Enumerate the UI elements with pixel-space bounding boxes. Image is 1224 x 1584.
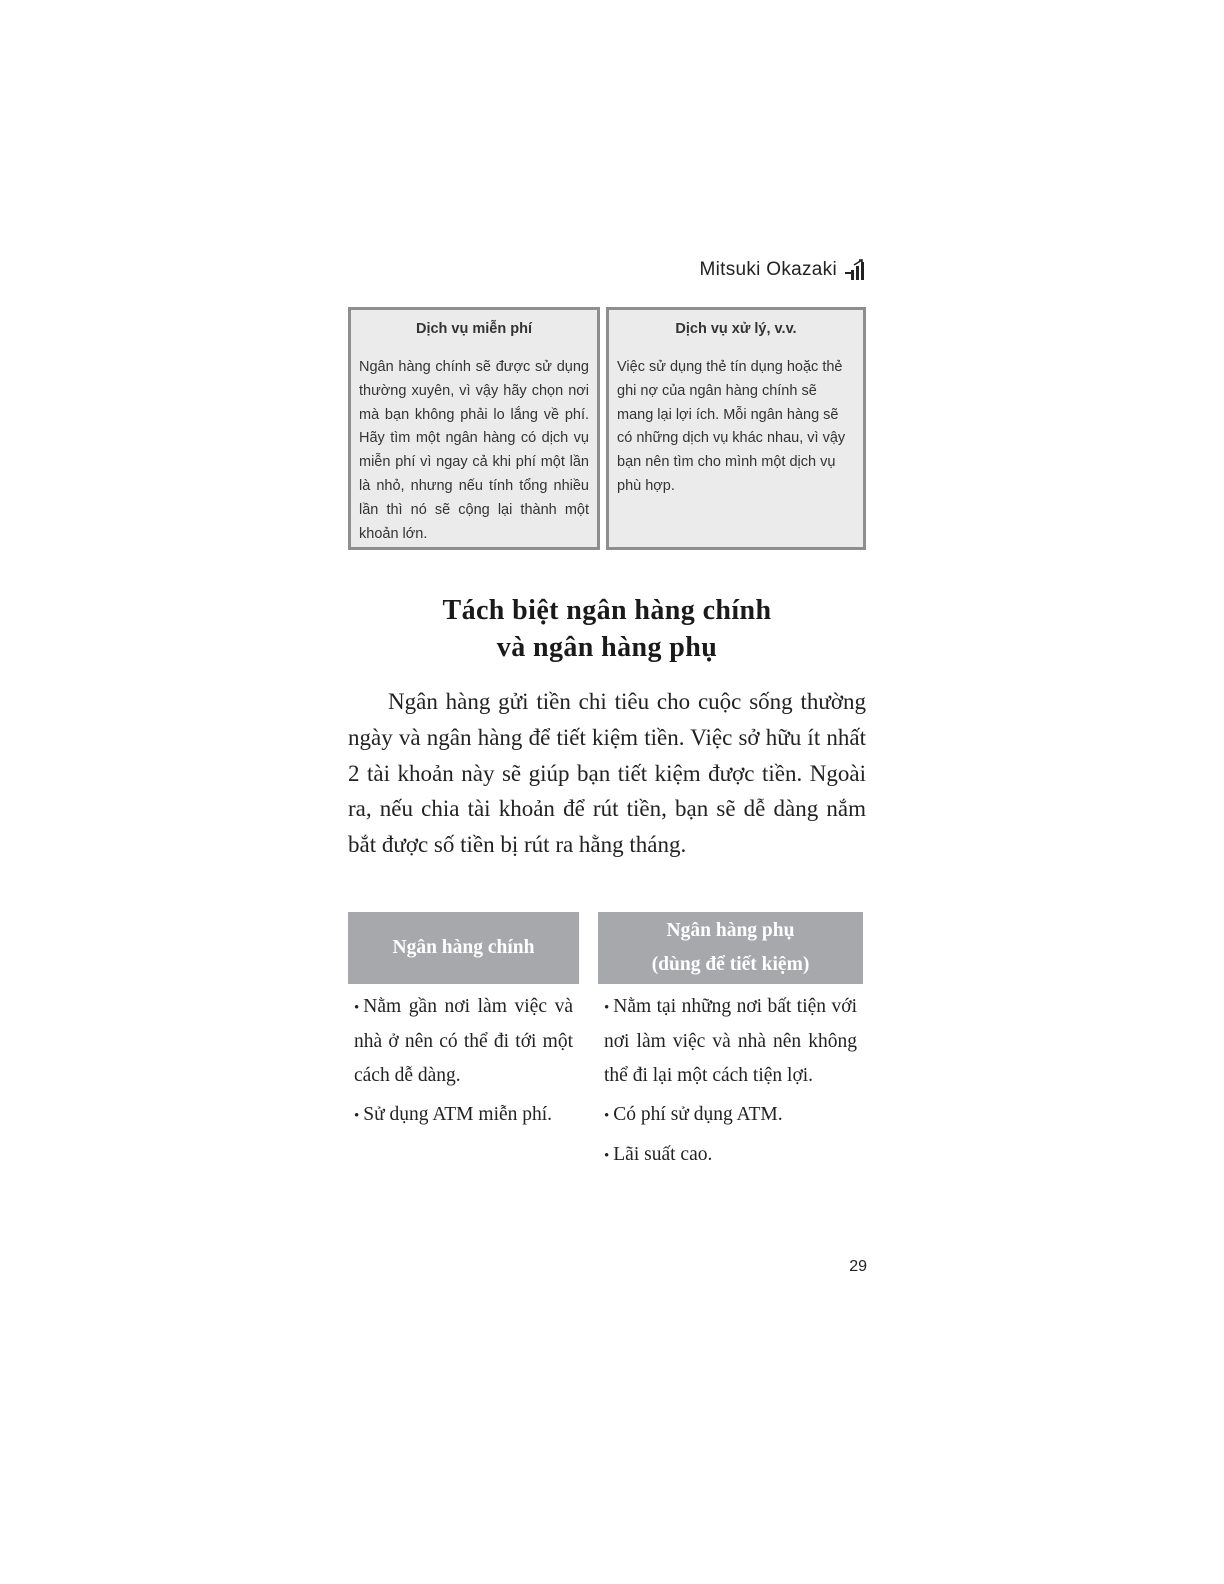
section-title-line: và ngân hàng phụ — [496, 632, 718, 663]
secondary-bank-column — [598, 912, 863, 1178]
main-bank-column — [348, 912, 579, 1138]
list-item-text: Nằm gần nơi làm việc và nhà ở nên có thể đi tới một cách dễ dàng. — [354, 996, 573, 1086]
info-box-processing-services — [606, 307, 866, 550]
page-number: 29 — [849, 1258, 867, 1275]
bullet-icon: • — [604, 1108, 610, 1124]
body-paragraph: Ngân hàng gửi tiền chi tiêu cho cuộc sống thường ngày và ngân hàng để tiết kiệm tiền. Việc sở hữu ít nhất 2 tài khoản này sẽ giúp bạn tiết kiệm được tiền. Ngoài ra, nếu chia tài khoản để rút tiền, bạn sẽ dễ dàng nắm bắt được số tiền bị rút ra hằng tháng. — [348, 689, 866, 858]
author-name: Mitsuki Okazaki — [699, 259, 837, 280]
bullet-icon: • — [354, 1108, 360, 1124]
bullet-icon: • — [354, 1000, 360, 1016]
main-bank-list — [348, 984, 579, 1133]
column-header-subtext: (dùng để tiết kiệm) — [651, 954, 810, 975]
list-item — [604, 1138, 857, 1173]
info-boxes — [348, 307, 866, 550]
info-box-body: Ngân hàng chính sẽ được sử dụng thường xuyên, vì vậy hãy chọn nơi mà bạn không phải lo lắng về phí. Hãy tìm một ngân hàng có dịch vụ miễn phí vì ngay cả khi phí một lần là nhỏ, nhưng nếu tính tổng nhiều lần thì nó sẽ cộng lại thành một khoản lớn. — [359, 359, 589, 542]
list-item — [604, 990, 857, 1093]
info-box-body: Việc sử dụng thẻ tín dụng hoặc thẻ ghi nợ của ngân hàng chính sẽ mang lại lợi ích. Mỗi ngân hàng sẽ có những dịch vụ khác nhau, vì vậy bạn nên tìm cho mình một dịch vụ phù hợp. — [617, 359, 846, 494]
list-item-text: Lãi suất cao. — [613, 1144, 713, 1165]
list-item-text: Có phí sử dụng ATM. — [613, 1104, 783, 1125]
section-title-line: Tách biệt ngân hàng chính — [442, 595, 772, 626]
column-header — [598, 912, 863, 984]
column-header — [348, 912, 579, 984]
running-header — [699, 256, 867, 284]
bullet-icon: • — [604, 1148, 610, 1164]
list-item — [354, 1098, 573, 1133]
bullet-icon: • — [604, 1000, 610, 1016]
list-item — [604, 1098, 857, 1133]
column-header-text: Ngân hàng phụ — [666, 920, 795, 941]
section-title — [348, 592, 866, 666]
list-item-text: Nằm tại những nơi bất tiện với nơi làm việc và nhà nên không thể đi lại một cách tiện lợi. — [604, 996, 857, 1086]
list-item-text: Sử dụng ATM miễn phí. — [363, 1104, 553, 1125]
bar-chart-logo-icon — [845, 259, 867, 281]
info-box-title: Dịch vụ xử lý, v.v. — [675, 321, 797, 337]
list-item — [354, 990, 573, 1093]
info-box-free-services — [348, 307, 600, 550]
column-header-text: Ngân hàng chính — [392, 937, 535, 958]
secondary-bank-list — [598, 984, 863, 1173]
info-box-title: Dịch vụ miễn phí — [415, 321, 532, 337]
